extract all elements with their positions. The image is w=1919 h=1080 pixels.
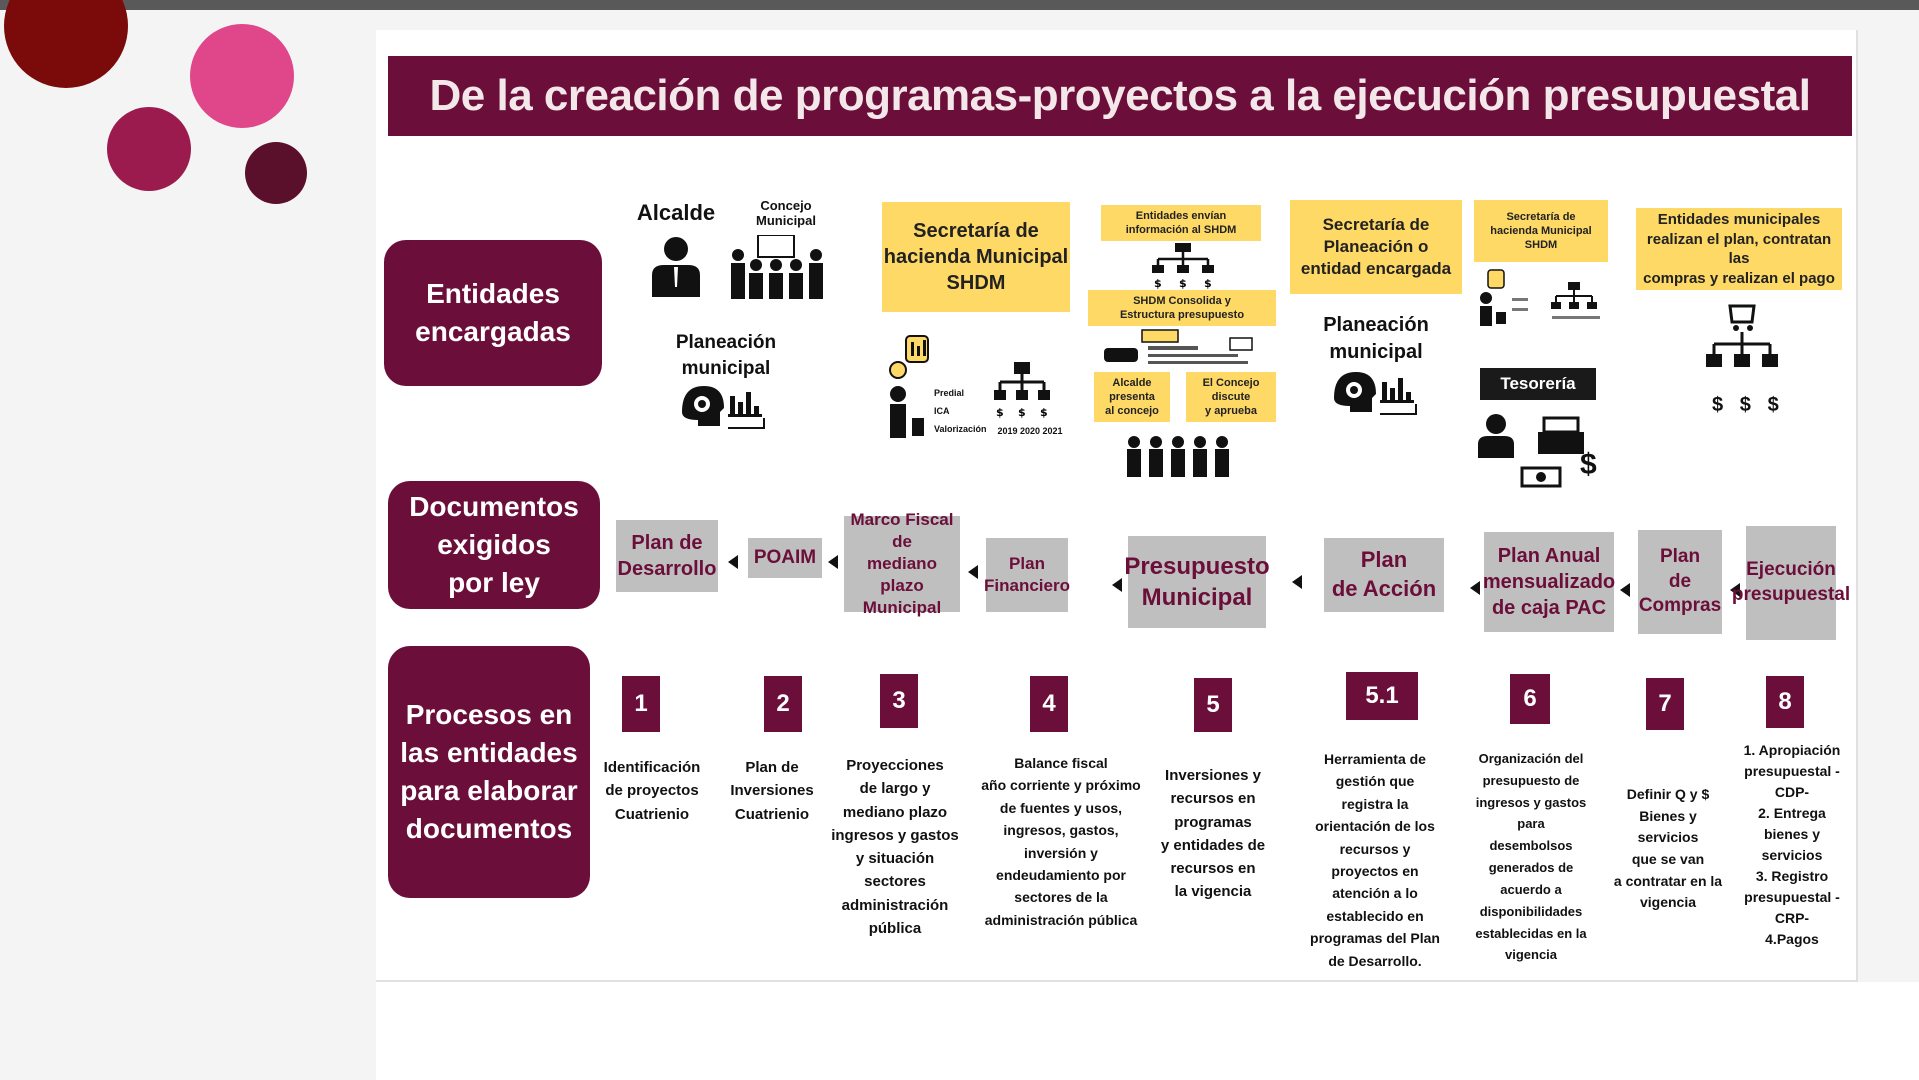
secretaria-hacienda-box: Secretaría de hacienda Municipal SHDM: [882, 202, 1070, 312]
process-text-5: Inversiones y recursos en programas y entidades de recursos en la vigencia: [1160, 767, 1266, 901]
process-number-4: 4: [1030, 676, 1068, 732]
process-text-7: Definir Q y $ Bienes y servicios que se van a contratar en la vigencia: [1613, 786, 1723, 911]
doc-marco-fiscal: Marco Fiscal de mediano plazo Municipal: [844, 516, 960, 612]
process-number-6: 6: [1510, 674, 1550, 724]
concejo-discute-box: El Concejo discute y aprueba: [1186, 372, 1276, 422]
secretaria-planeacion-box: Secretaría de Planeación o entidad encargada: [1290, 200, 1462, 294]
secretaria-hacienda-small-box: Secretaría de hacienda Municipal SHDM: [1474, 200, 1608, 262]
arrow-left-icon: [968, 565, 978, 579]
arrow-left-icon: [728, 555, 738, 569]
tesoreria-label: Tesorería: [1480, 368, 1596, 400]
cart-hierarchy-icon: [1702, 302, 1782, 397]
decorative-circle-pink: [190, 24, 294, 128]
row-label-entidades: Entidades encargadas: [384, 240, 602, 386]
process-number-7: 7: [1646, 678, 1684, 730]
person-icon: [646, 235, 706, 304]
planning-head-chart-icon-2: [1330, 368, 1420, 423]
svg-text:$: $: [1179, 277, 1187, 289]
hierarchy-dollar-icon: [994, 360, 1050, 425]
concejo-label: Concejo Municipal: [756, 198, 816, 228]
svg-text:$: $: [1018, 406, 1026, 419]
doc-presupuesto-municipal: Presupuesto Municipal: [1128, 536, 1266, 628]
planning-head-chart-icon: [678, 382, 768, 437]
council-group-icon-small: [1124, 434, 1244, 483]
arrow-left-icon: [1112, 578, 1122, 592]
process-number-2: 2: [764, 676, 802, 732]
hierarchy-dollar-icon-small: [1150, 243, 1216, 294]
hacienda-label-ica: ICA: [934, 406, 950, 416]
svg-text:$: $: [996, 406, 1004, 419]
svg-text:$: $: [1154, 277, 1162, 289]
process-number-5-1: 5.1: [1346, 672, 1418, 720]
alcalde-label: Alcalde: [636, 200, 716, 225]
row-label-procesos: Procesos en las entidades para elaborar documentos: [388, 646, 590, 898]
doc-plan-anual-pac: Plan Anual mensualizado de caja PAC: [1484, 532, 1614, 632]
entidades-municipales-box: Entidades municipales realizan el plan, contratan las compras y realizan el pago: [1636, 208, 1842, 290]
dollar-sign: $: [1580, 448, 1597, 481]
finance-icons-small: [1476, 268, 1606, 333]
arrow-left-icon: [828, 555, 838, 569]
process-text-3: Proyecciones de largo y mediano plazo ingresos y gastos y situación sectores administración pública: [831, 757, 959, 937]
process-text-6: Organización del presupuesto de ingresos y gastos para desembolsos generados de acuerdo a disponibilidades establecidas en la vigencia: [1475, 751, 1587, 963]
process-number-3: 3: [880, 674, 918, 728]
decorative-circle-dark-red: [4, 0, 128, 88]
decorative-circle-magenta: [107, 107, 191, 191]
doc-plan-desarrollo: Plan de Desarrollo: [616, 520, 718, 592]
svg-text:$: $: [1204, 277, 1212, 289]
doc-plan-financiero: Plan Financiero: [986, 538, 1068, 612]
shdm-consolida-box: SHDM Consolida y Estructura presupuesto: [1088, 290, 1276, 326]
process-text-5-1: Herramienta de gestión que registra la orientación de los recursos y proyectos en atención a lo establecido en programas del Plan de Desarrollo.: [1310, 751, 1440, 969]
process-text-2: Plan de Inversiones Cuatrienio: [730, 759, 814, 823]
doc-plan-compras: Plan de Compras: [1638, 530, 1722, 634]
row-label-documentos: Documentos exigidos por ley: [388, 481, 600, 609]
hacienda-years: 2019 2020 2021: [997, 426, 1063, 436]
top-bar: [0, 0, 1919, 10]
diagram-slide: [376, 30, 1858, 982]
arrow-left-icon: [1620, 583, 1630, 597]
process-text-4: Balance fiscal año corriente y próximo de fuentes y usos, ingresos, gastos, inversión y endeudamiento por sectores de la administración pública: [981, 755, 1141, 928]
planeacion-municipal-label-2: Planeación municipal: [1323, 314, 1429, 363]
arrow-left-icon: [1470, 581, 1480, 595]
doc-ejecucion-presupuestal: Ejecución presupuestal: [1746, 526, 1836, 640]
process-number-5: 5: [1194, 678, 1232, 732]
svg-text:$: $: [1040, 406, 1048, 419]
budget-structure-icon: [1100, 328, 1272, 373]
process-number-1: 1: [622, 676, 660, 732]
process-text-8: 1. Apropiación presupuestal - CDP- 2. Entrega bienes y servicios 3. Registro presupuestal - CRP- 4.Pagos: [1743, 742, 1841, 947]
planeacion-municipal-label: Planeación municipal: [675, 332, 777, 379]
decorative-circle-plum: [245, 142, 307, 204]
hacienda-label-predial: Predial: [934, 388, 965, 398]
doc-plan-accion: Plan de Acción: [1324, 538, 1444, 612]
page-title: De la creación de programas-proyectos a la ejecución presupuestal: [388, 56, 1852, 136]
process-text-1: Identificación de proyectos Cuatrienio: [603, 759, 701, 823]
entidades-envian-box: Entidades envían información al SHDM: [1101, 205, 1261, 241]
dollar-row: $ $ $: [1712, 394, 1779, 416]
alcalde-presenta-box: Alcalde presenta al concejo: [1094, 372, 1170, 422]
arrow-left-icon: [1292, 575, 1302, 589]
doc-poaim: POAIM: [748, 538, 822, 578]
hacienda-label-valorizacion: Valorización: [934, 424, 987, 434]
council-group-icon: [728, 235, 828, 306]
lower-white-area: [376, 982, 1919, 1080]
process-number-8: 8: [1766, 676, 1804, 728]
